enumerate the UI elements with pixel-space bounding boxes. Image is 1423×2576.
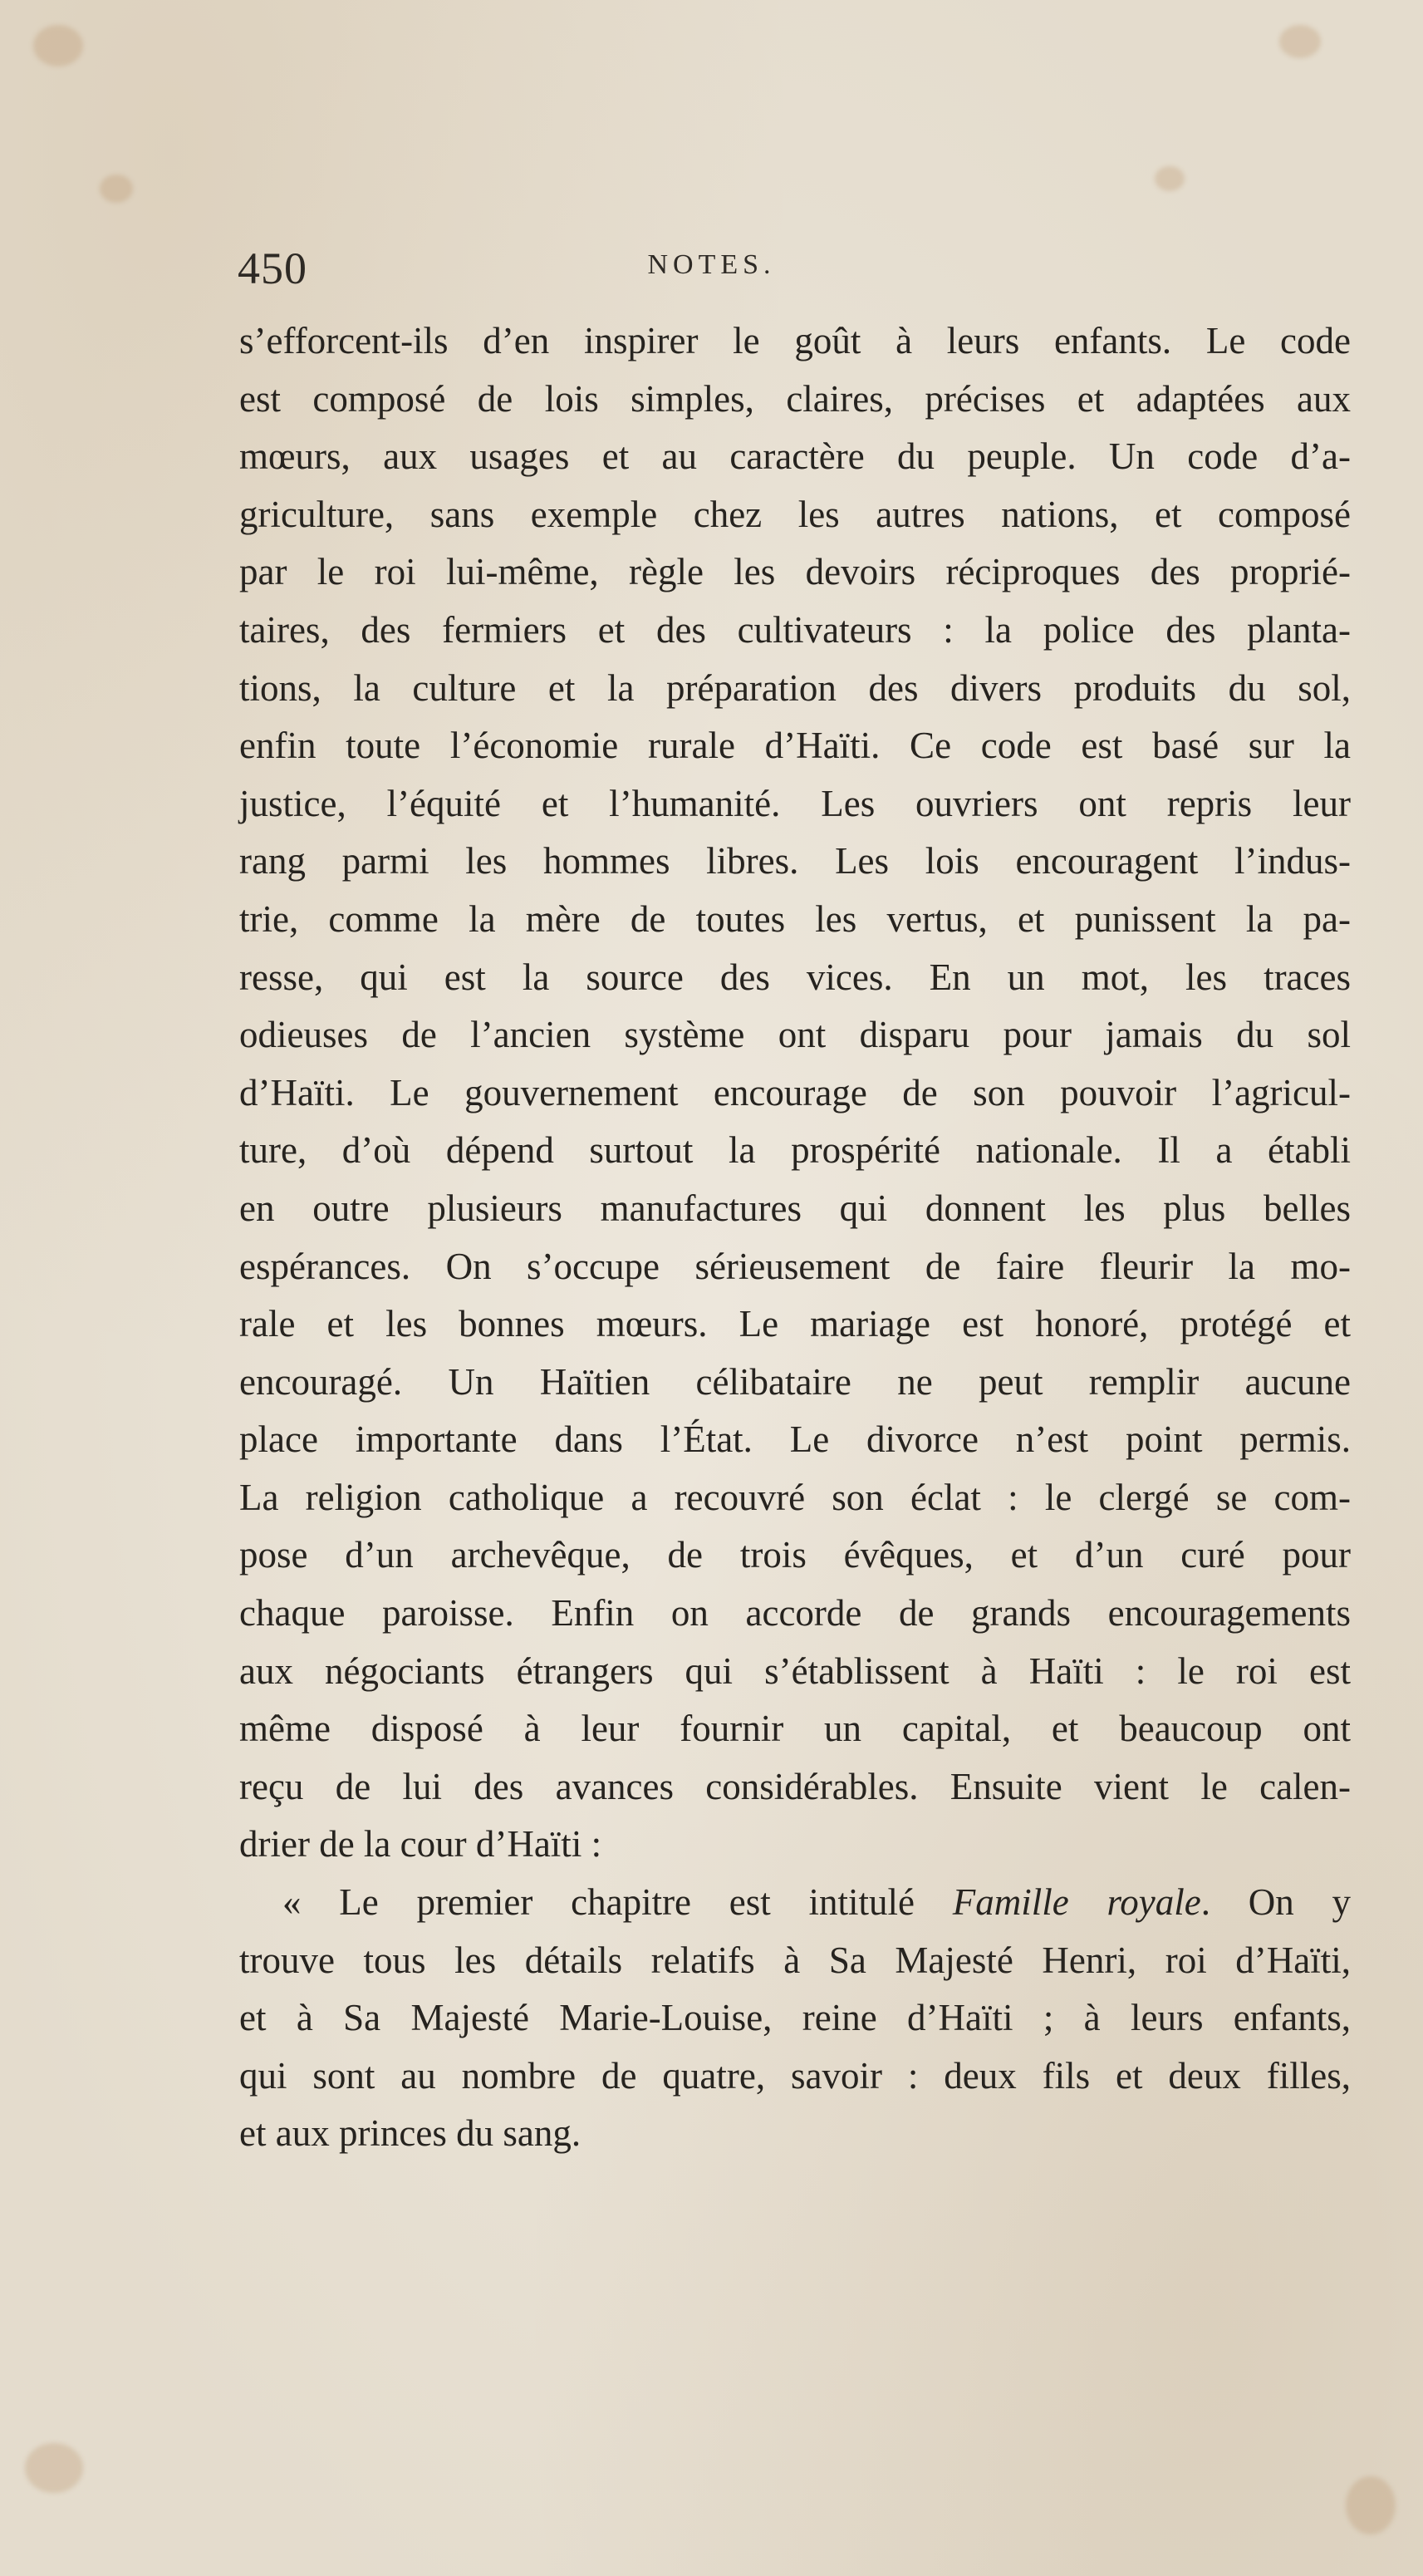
text-line: encouragé. Un Haïtien célibataire ne peut remplir aucune [239, 1360, 1351, 1403]
running-head: NOTES. [647, 249, 776, 280]
stain [1155, 166, 1185, 191]
text-line: pose d’un archevêque, de trois évêques, et d’un curé pour [239, 1534, 1351, 1576]
stain [1279, 25, 1321, 58]
text-line: drier de la cour d’Haïti : [239, 1823, 602, 1866]
page-header [0, 243, 1423, 293]
text-line: d’Haïti. Le gouvernement encourage de son pouvoir l’agricul- [239, 1071, 1351, 1113]
text-run: « Le premier chapitre est intitulé [282, 1881, 953, 1924]
text-run: . On y [1200, 1881, 1352, 1924]
text-line: enfin toute l’économie rurale d’Haïti. Ce code est basé sur la [239, 725, 1351, 767]
text-line: qui sont au nombre de quatre, savoir : deux fils et deux filles, [239, 2054, 1351, 2097]
text-line: taires, des fermiers et des cultivateurs : la police des planta- [239, 608, 1351, 651]
text-line: trouve tous les détails relatifs à Sa Majesté Henri, roi d’Haïti, [239, 1939, 1351, 1981]
stain [1346, 2476, 1396, 2534]
text-line: ture, d’où dépend surtout la prospérité nationale. Il a établi [239, 1129, 1351, 1172]
stain [25, 2443, 83, 2493]
text-line: trie, comme la mère de toutes les vertus, et punissent la pa- [239, 897, 1351, 940]
body-text [239, 312, 1351, 2163]
page-number: 450 [238, 243, 307, 293]
text-line: par le roi lui-même, règle les devoirs réciproques des proprié- [239, 551, 1351, 593]
text-line: même disposé à leur fournir un capital, et beaucoup ont [239, 1708, 1351, 1750]
text-line: aux négociants étrangers qui s’établissent à Haïti : le roi est [239, 1649, 1351, 1692]
text-line: est composé de lois simples, claires, précises et adaptées aux [239, 377, 1351, 420]
text-line: mœurs, aux usages et au caractère du peuple. Un code d’a- [239, 435, 1351, 478]
paragraph-start-line [239, 1874, 1351, 1932]
text-line: rang parmi les hommes libres. Les lois encouragent l’indus- [239, 840, 1351, 882]
stain [100, 175, 133, 203]
text-line: griculture, sans exemple chez les autres nations, et composé [239, 493, 1351, 535]
text-line: en outre plusieurs manufactures qui donnent les plus belles [239, 1187, 1351, 1229]
text-line: reçu de lui des avances considérables. Ensuite vient le calen- [239, 1765, 1351, 1807]
text-line: resse, qui est la source des vices. En un mot, les traces [239, 956, 1351, 998]
text-line: place importante dans l’État. Le divorce n’est point permis. [239, 1418, 1351, 1461]
text-line: s’efforcent-ils d’en inspirer le goût à leurs enfants. Le code [239, 320, 1351, 361]
text-line: odieuses de l’ancien système ont disparu pour jamais du sol [239, 1014, 1351, 1056]
italic-title: Famille royale [952, 1881, 1201, 1924]
text-line: La religion catholique a recouvré son éclat : le clergé se com- [239, 1476, 1351, 1518]
text-line: et à Sa Majesté Marie-Louise, reine d’Haïti ; à leurs enfants, [239, 1997, 1351, 2039]
text-line: justice, l’équité et l’humanité. Les ouvriers ont repris leur [239, 782, 1351, 824]
text-line: chaque paroisse. Enfin on accorde de grands encouragements [239, 1592, 1351, 1635]
text-line: et aux princes du sang. [239, 2112, 581, 2155]
text-line: rale et les bonnes mœurs. Le mariage est honoré, protégé et [239, 1303, 1351, 1345]
text-line: tions, la culture et la préparation des divers produits du sol, [239, 666, 1351, 709]
stain [33, 25, 83, 66]
text-line: espérances. On s’occupe sérieusement de faire fleurir la mo- [239, 1245, 1351, 1287]
